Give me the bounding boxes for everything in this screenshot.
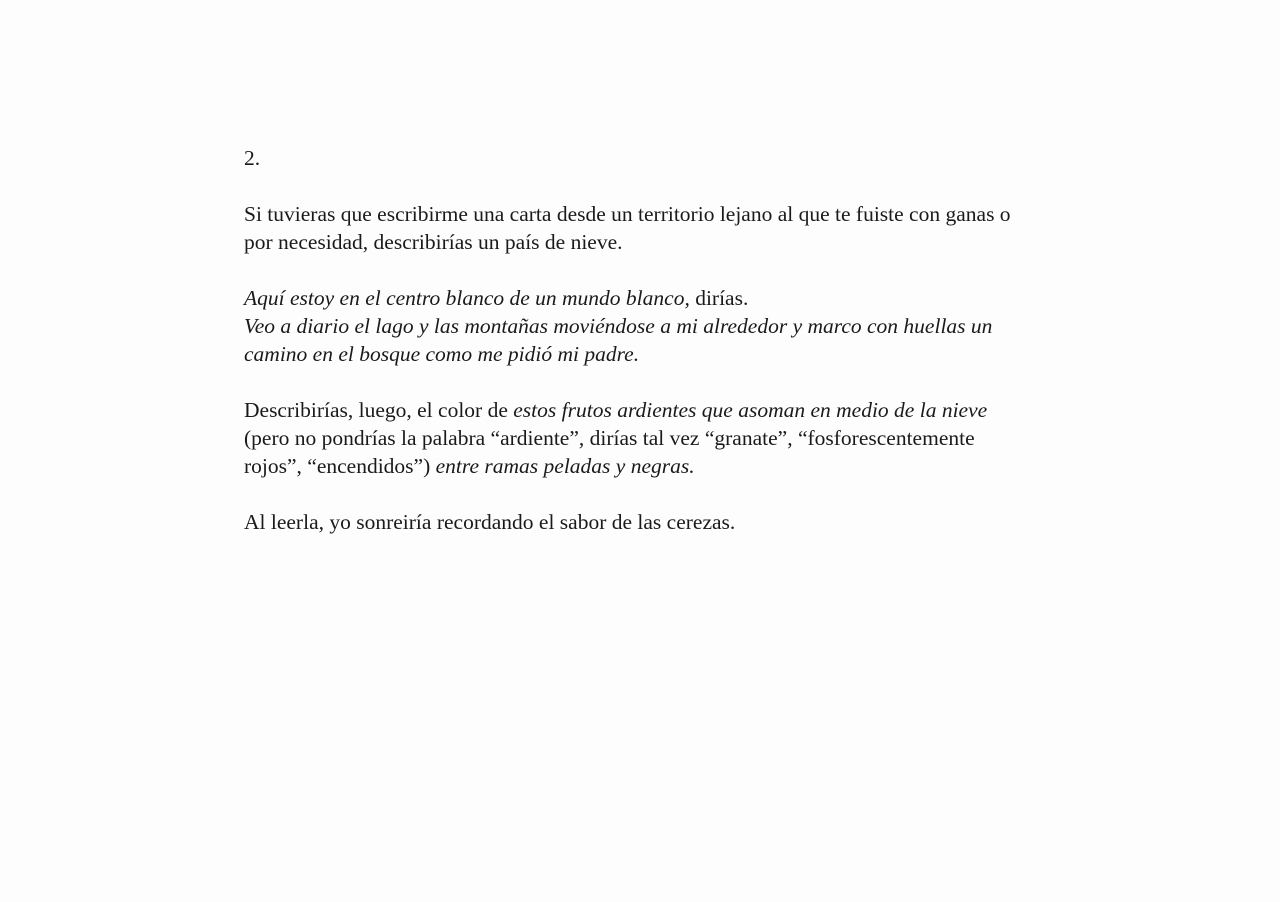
paragraph-2-line-3 bbox=[244, 340, 1094, 368]
paragraph-1 bbox=[244, 200, 1094, 256]
paragraph-3-line-2: (pero no pondrías la palabra “ardiente”, dirías tal vez “granate”, “fosforescentemente bbox=[244, 426, 975, 450]
paragraph-3-line-1 bbox=[244, 396, 1094, 424]
paragraph-2 bbox=[244, 284, 1094, 368]
paragraph-1-line-2: por necesidad, describirías un país de nieve. bbox=[244, 230, 623, 254]
paragraph-2-line-3-italic: camino en el bosque como me pidió mi padre. bbox=[244, 342, 640, 366]
paragraph-2-line-2 bbox=[244, 312, 1094, 340]
paragraph-4-line-1: Al leerla, yo sonreiría recordando el sabor de las cerezas. bbox=[244, 510, 736, 534]
paragraph-4 bbox=[244, 508, 1094, 536]
paragraph-2-line-1 bbox=[244, 284, 1094, 312]
section-number bbox=[244, 144, 1094, 172]
paragraph-1-line-1: Si tuvieras que escribirme una carta desde un territorio lejano al que te fuiste con ganas o bbox=[244, 202, 1011, 226]
paragraph-3 bbox=[244, 396, 1094, 480]
paragraph-3-line-3-normal: rojos”, “encendidos”) bbox=[244, 454, 436, 478]
section-number-text: 2. bbox=[244, 146, 261, 170]
paragraph-2-line-2-italic: Veo a diario el lago y las montañas moviéndose a mi alrededor y marco con huellas un bbox=[244, 314, 993, 338]
paragraph-3-line-3 bbox=[244, 452, 1094, 480]
paragraph-2-line-1-normal: dirías. bbox=[689, 286, 749, 310]
poem-text-block bbox=[244, 144, 1094, 564]
paragraph-2-line-1-italic: Aquí estoy en el centro blanco de un mundo blanco, bbox=[244, 286, 690, 310]
paragraph-3-line-1-normal: Describirías, luego, el color de bbox=[244, 398, 514, 422]
paragraph-3-line-3-italic: entre ramas peladas y negras. bbox=[435, 454, 695, 478]
paragraph-3-line-1-italic: estos frutos ardientes que asoman en medio de la nieve bbox=[513, 398, 988, 422]
